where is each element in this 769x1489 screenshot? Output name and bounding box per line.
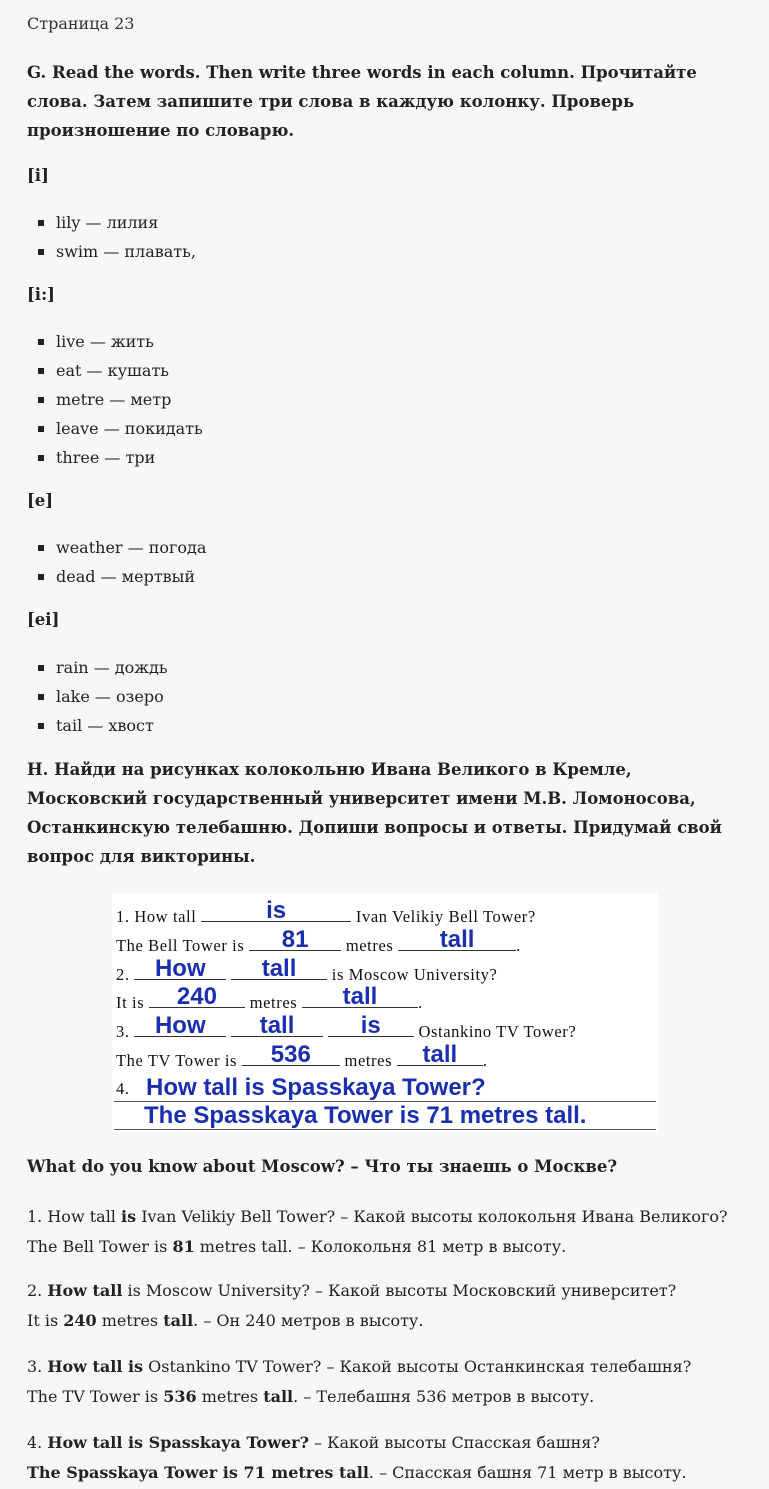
word-item: live — жить xyxy=(38,327,203,356)
sound-heading: [i:] xyxy=(27,285,55,304)
qa-block xyxy=(27,1202,747,1262)
qa-answer: The Bell Tower is 81 metres tall. – Колокольня 81 метр в высоту. xyxy=(27,1237,567,1256)
word-item: tail — хвост xyxy=(38,711,168,740)
answer-line: The Spasskaya Tower is 71 metres tall. xyxy=(114,1101,656,1130)
word-item: lake — озеро xyxy=(38,682,168,711)
qa-answer: The TV Tower is 536 metres tall. – Телебашня 536 метров в высоту. xyxy=(27,1387,595,1406)
task-h-line: вопрос для викторины. xyxy=(27,847,256,866)
answer-line: How tall is Spasskaya Tower? xyxy=(114,1073,656,1102)
answer-blank: tall xyxy=(231,1018,323,1037)
word-item: dead — мертвый xyxy=(38,562,206,591)
qa-block xyxy=(27,1276,747,1336)
answer-blank: tall xyxy=(231,961,327,980)
worksheet-line: 3. How tall is Ostankino TV Tower? xyxy=(116,1012,577,1041)
answer-blank: 81 xyxy=(249,932,341,951)
worksheet-image xyxy=(112,893,658,1133)
answer-blank: is xyxy=(201,903,351,922)
sound-heading: [i] xyxy=(27,166,49,185)
word-item: rain — дождь xyxy=(38,653,168,682)
task-h-line: Останкинскую телебашню. Допиши вопросы и ответы. Придумай свой xyxy=(27,818,722,837)
qa-block xyxy=(27,1428,747,1488)
answer-blank: tall xyxy=(302,989,418,1008)
task-g-line: произношение по словарю. xyxy=(27,121,295,140)
word-list xyxy=(38,533,206,591)
answer-blank: 536 xyxy=(242,1047,340,1066)
word-list xyxy=(38,653,168,740)
word-item: metre — метр xyxy=(38,385,203,414)
word-item: swim — плавать, xyxy=(38,237,196,266)
page-label: Страница 23 xyxy=(27,14,135,33)
answer-blank: How xyxy=(134,1018,226,1037)
word-item: eat — кушать xyxy=(38,356,203,385)
worksheet-line: The TV Tower is 536 metres tall . xyxy=(116,1041,488,1070)
answer-blank: 240 xyxy=(149,989,245,1008)
worksheet-line: 2. How tall is Moscow University? xyxy=(116,955,498,984)
qa-answer: The Spasskaya Tower is 71 metres tall. – Спасская башня 71 метр в высоту. xyxy=(27,1463,687,1482)
worksheet-line: 1. How tall is Ivan Velikiy Bell Tower? xyxy=(116,897,536,926)
word-item: lily — лилия xyxy=(38,208,196,237)
sound-heading: [e] xyxy=(27,491,54,510)
word-list xyxy=(38,208,196,266)
qa-question: 4. How tall is Spasskaya Tower? – Какой высоты Спасская башня? xyxy=(27,1433,600,1452)
qa-question: 3. How tall is Ostankino TV Tower? – Какой высоты Останкинская телебашня? xyxy=(27,1357,692,1376)
task-g-line: слова. Затем запишите три слова в каждую колонку. Проверь xyxy=(27,92,635,111)
qa-block xyxy=(27,1352,747,1412)
sound-heading: [ei] xyxy=(27,610,60,629)
answer-blank: How xyxy=(134,961,226,980)
task-h-instructions xyxy=(27,755,742,871)
worksheet-line: 4. xyxy=(116,1079,130,1098)
task-g-instructions xyxy=(27,58,742,145)
worksheet-line: The Bell Tower is 81 metres tall . xyxy=(116,926,521,955)
answer-blank: is xyxy=(328,1018,414,1037)
answer-blank: tall xyxy=(398,932,516,951)
qa-question: 1. How tall is Ivan Velikiy Bell Tower? – Какой высоты колокольня Ивана Великого? xyxy=(27,1207,728,1226)
task-h-line: Московский государственный университет имени М.В. Ломоносова, xyxy=(27,789,696,808)
word-item: weather — погода xyxy=(38,533,206,562)
qa-answer: It is 240 metres tall. – Он 240 метров в высоту. xyxy=(27,1311,424,1330)
word-item: three — три xyxy=(38,443,203,472)
quiz-title: What do you know about Moscow? – Что ты знаешь о Москве? xyxy=(27,1157,618,1176)
word-item: leave — покидать xyxy=(38,414,203,443)
task-g-line: G. Read the words. Then write three words in each column. Прочитайте xyxy=(27,63,697,82)
worksheet-line: It is 240 metres tall . xyxy=(116,983,423,1012)
task-h-line: Н. Найди на рисунках колокольню Ивана Великого в Кремле, xyxy=(27,760,632,779)
word-list xyxy=(38,327,203,472)
answer-blank: tall xyxy=(397,1047,483,1066)
qa-question: 2. How tall is Moscow University? – Какой высоты Московский университет? xyxy=(27,1281,677,1300)
